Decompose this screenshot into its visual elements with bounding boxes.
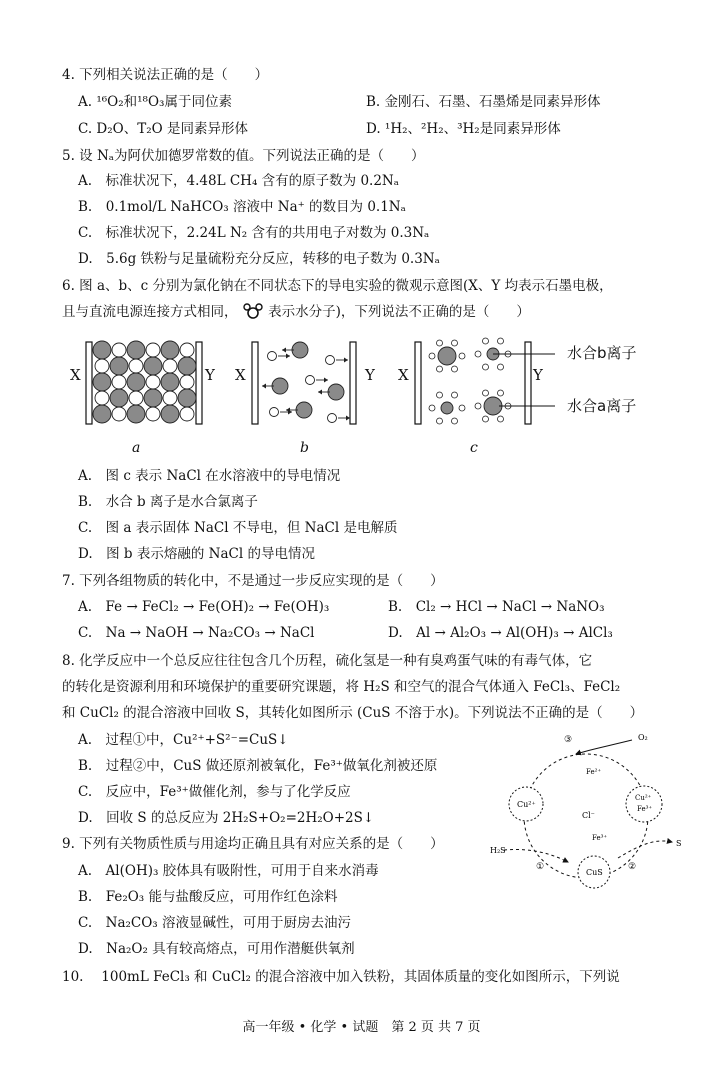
cycle-cus: CuS (586, 868, 603, 877)
lattice-cation (129, 359, 143, 373)
q8-stem-line1: 8. 化学反应中一个总反应往往包含几个历程，硫化氢是一种有臭鸡蛋气味的有毒气体，它 (62, 653, 593, 669)
ion-arrowhead (282, 348, 286, 353)
q4-option-d: D. ¹H₂、²H₂、³H₂是同素异形体 (366, 121, 561, 137)
water-molecule (475, 351, 481, 357)
molten-anion (272, 378, 288, 394)
cycle-step-3: ③ (564, 735, 573, 745)
cycle-o2: O₂ (638, 733, 648, 742)
q5-option-d: D. 5.6g 铁粉与足量硫粉充分反应，转移的电子数为 0.3Nₐ (78, 251, 440, 267)
q8-option-d: D. 回收 S 的总反应为 2H₂S+O₂=2H₂O+2S↓ (78, 810, 375, 826)
q9-stem: 9. 下列有关物质性质与用途均正确且具有对应关系的是（ ） (62, 836, 444, 852)
water-molecule (498, 364, 504, 370)
q7-option-a: A. Fe → FeCl₂ → Fe(OH)₂ → Fe(OH)₃ (78, 599, 330, 615)
lattice-anion (161, 341, 179, 359)
water-molecule (483, 338, 489, 344)
q9-option-c: C. Na₂CO₃ 溶液显碱性，可用于厨房去油污 (78, 915, 352, 931)
cycle-cl: Cl⁻ (582, 811, 595, 820)
ion-arrowhead (346, 416, 350, 421)
water-molecule (452, 418, 458, 424)
diagram-c (395, 334, 555, 434)
page-footer: 高一年级 • 化学 • 试题 第 2 页 共 7 页 (242, 1020, 481, 1035)
water-molecule (498, 416, 504, 422)
q8-option-c: C. 反应中，Fe³⁺做催化剂，参与了化学反应 (78, 784, 351, 800)
ion-arrowhead (318, 390, 322, 395)
molten-anion (328, 384, 344, 400)
q6-option-d: D. 图 b 表示熔融的 NaCl 的导电情况 (78, 546, 315, 562)
lattice-anion (110, 389, 128, 407)
hydrated-ion (441, 402, 453, 414)
cycle-fe2-top: Fe²⁺ (586, 768, 602, 776)
molten-cation (270, 408, 279, 417)
q5-stem: 5. 设 Nₐ为阿伏加德罗常数的值。下列说法正确的是（ ） (62, 148, 425, 164)
electrode-y-b: Y (365, 366, 375, 384)
cycle-cu2-left: Cu²⁺ (517, 800, 536, 809)
label-hydrated-a-ion: 水合a离子 (567, 397, 637, 415)
molten-cation (328, 414, 337, 423)
water-molecule (459, 353, 465, 359)
caption-a: a (132, 440, 141, 456)
ion-arrowhead (344, 358, 348, 363)
q8-option-a: A. 过程①中，Cu²⁺+S²⁻=CuS↓ (78, 732, 289, 748)
q6-option-b: B. 水合 b 离子是水合氯离子 (78, 494, 258, 510)
ion-arrowhead (324, 378, 328, 383)
water-molecule (437, 366, 443, 372)
electrode-y-a: Y (205, 366, 215, 384)
water-molecule-icon (242, 303, 264, 319)
water-molecule (429, 353, 435, 359)
q6-option-a: A. 图 c 表示 NaCl 在水溶液中的导电情况 (78, 468, 341, 484)
electrode-x-b: X (235, 366, 246, 384)
lattice-anion (93, 405, 111, 423)
cycle-fe3-right: Fe³⁺ (637, 805, 653, 813)
water-molecule (452, 392, 458, 398)
lattice-cation (146, 343, 160, 357)
water-molecule (475, 403, 481, 409)
lattice-cation (112, 375, 126, 389)
water-molecule (452, 340, 458, 346)
water-molecule (429, 405, 435, 411)
water-molecule (483, 416, 489, 422)
q6-stem-part1: 且与直流电源连接方式相同， (62, 304, 238, 320)
q9-option-d: D. Na₂O₂ 具有较高熔点，可用作潜艇供氧剂 (78, 941, 355, 957)
q8-stem-line2: 的转化是资源利用和环境保护的重要研究课题，将 H₂S 和空气的混合气体通入 FeCl₃、FeCl₂ (62, 679, 621, 695)
lattice-anion (144, 357, 162, 375)
lattice-anion (93, 373, 111, 391)
lattice-anion (178, 357, 196, 375)
lattice-cation (163, 391, 177, 405)
lattice-anion (127, 405, 145, 423)
molten-cation (268, 352, 277, 361)
water-molecule (437, 392, 443, 398)
water-molecule (459, 405, 465, 411)
lattice-cation (129, 391, 143, 405)
lattice-cation (163, 359, 177, 373)
caption-b: b (300, 440, 309, 456)
cycle-step-1: ① (536, 862, 545, 872)
hydrated-ion (438, 347, 456, 365)
q5-option-a: A. 标准状况下，4.48L CH₄ 含有的原子数为 0.2Nₐ (78, 173, 399, 189)
q9-option-a: A. Al(OH)₃ 胶体具有吸附性，可用于自来水消毒 (78, 863, 379, 879)
water-molecule (437, 340, 443, 346)
lattice-cation (112, 407, 126, 421)
q6-stem-line2 (62, 303, 530, 321)
lattice-cation (95, 391, 109, 405)
diagram-b (232, 338, 382, 430)
molten-anion (292, 342, 308, 358)
cycle-step-2: ② (628, 862, 637, 872)
lattice-cation (146, 407, 160, 421)
q4-option-a: A. ¹⁶O₂和¹⁸O₃属于同位素 (78, 94, 232, 110)
electrode-y-c: Y (533, 366, 543, 384)
caption-c: c (470, 440, 478, 456)
q9-option-b: B. Fe₂O₃ 能与盐酸反应，可用作红色涂料 (78, 889, 338, 905)
cycle-fe3-mid: Fe³⁺ (592, 834, 608, 842)
lattice-cation (95, 359, 109, 373)
water-molecule (437, 418, 443, 424)
q5-option-b: B. 0.1mol/L NaHCO₃ 溶液中 Na⁺ 的数目为 0.1Nₐ (78, 199, 406, 215)
q5-option-c: C. 标准状况下，2.24L N₂ 含有的共用电子对数为 0.3Nₐ (78, 225, 430, 241)
q6-stem-part2: 表示水分子)，下列说法不正确的是（ ） (268, 304, 530, 320)
molten-cation (306, 376, 315, 385)
label-hydrated-b-ion: 水合b离子 (567, 344, 637, 362)
electrode-x-c: X (398, 366, 409, 384)
lattice-anion (178, 389, 196, 407)
ion-arrowhead (286, 354, 290, 359)
water-molecule (452, 366, 458, 372)
lattice-anion (144, 389, 162, 407)
sulfur-recovery-cycle-diagram (488, 728, 688, 896)
lattice-cation (180, 343, 194, 357)
q4-option-c: C. D₂O、T₂O 是同素异形体 (78, 121, 249, 137)
lattice-anion (93, 341, 111, 359)
q4-option-b: B. 金刚石、石墨、石墨烯是同素异形体 (366, 94, 601, 110)
lattice-cation (146, 375, 160, 389)
cycle-s: S (676, 839, 682, 848)
ion-arrowhead (262, 384, 266, 389)
water-molecule (483, 390, 489, 396)
q7-option-d: D. Al → Al₂O₃ → Al(OH)₃ → AlCl₃ (388, 625, 613, 641)
lattice-cation (180, 407, 194, 421)
lattice-cation (112, 343, 126, 357)
q6-stem-line1: 6. 图 a、b、c 分别为氯化钠在不同状态下的导电实验的微观示意图(X、Y 均表示石墨电极， (62, 278, 613, 294)
lattice-anion (127, 373, 145, 391)
lattice-cation (180, 375, 194, 389)
lattice-anion (161, 405, 179, 423)
molten-anion (296, 402, 312, 418)
q7-option-b: B. Cl₂ → HCl → NaCl → NaNO₃ (388, 599, 605, 615)
electrode-x-a: X (70, 366, 81, 384)
q7-option-c: C. Na → NaOH → Na₂CO₃ → NaCl (78, 625, 315, 641)
lattice-anion (127, 341, 145, 359)
q4-stem: 4. 下列相关说法正确的是（ ） (62, 67, 269, 83)
cycle-cu2-right: Cu²⁺ (635, 794, 652, 802)
water-molecule (498, 338, 504, 344)
lattice-anion (110, 357, 128, 375)
q6-option-c: C. 图 a 表示固体 NaCl 不导电，但 NaCl 是电解质 (78, 520, 398, 536)
q8-option-b: B. 过程②中，CuS 做还原剂被氧化，Fe³⁺做氧化剂被还原 (78, 758, 438, 774)
diagram-a (64, 338, 224, 430)
cycle-h2s: H₂S (490, 846, 506, 855)
q8-stem-line3: 和 CuCl₂ 的混合溶液中回收 S，其转化如图所示 (CuS 不溶于水)。下列说法不正确的是（ ） (62, 705, 644, 721)
water-molecule (498, 390, 504, 396)
water-molecule (483, 364, 489, 370)
q7-stem: 7. 下列各组物质的转化中，不是通过一步反应实现的是（ ） (62, 573, 444, 589)
q10-stem: 10. 100mL FeCl₃ 和 CuCl₂ 的混合溶液中加入铁粉，其固体质量的变化如图所示，下列说 (62, 969, 620, 985)
lattice-anion (161, 373, 179, 391)
molten-cation (326, 356, 335, 365)
